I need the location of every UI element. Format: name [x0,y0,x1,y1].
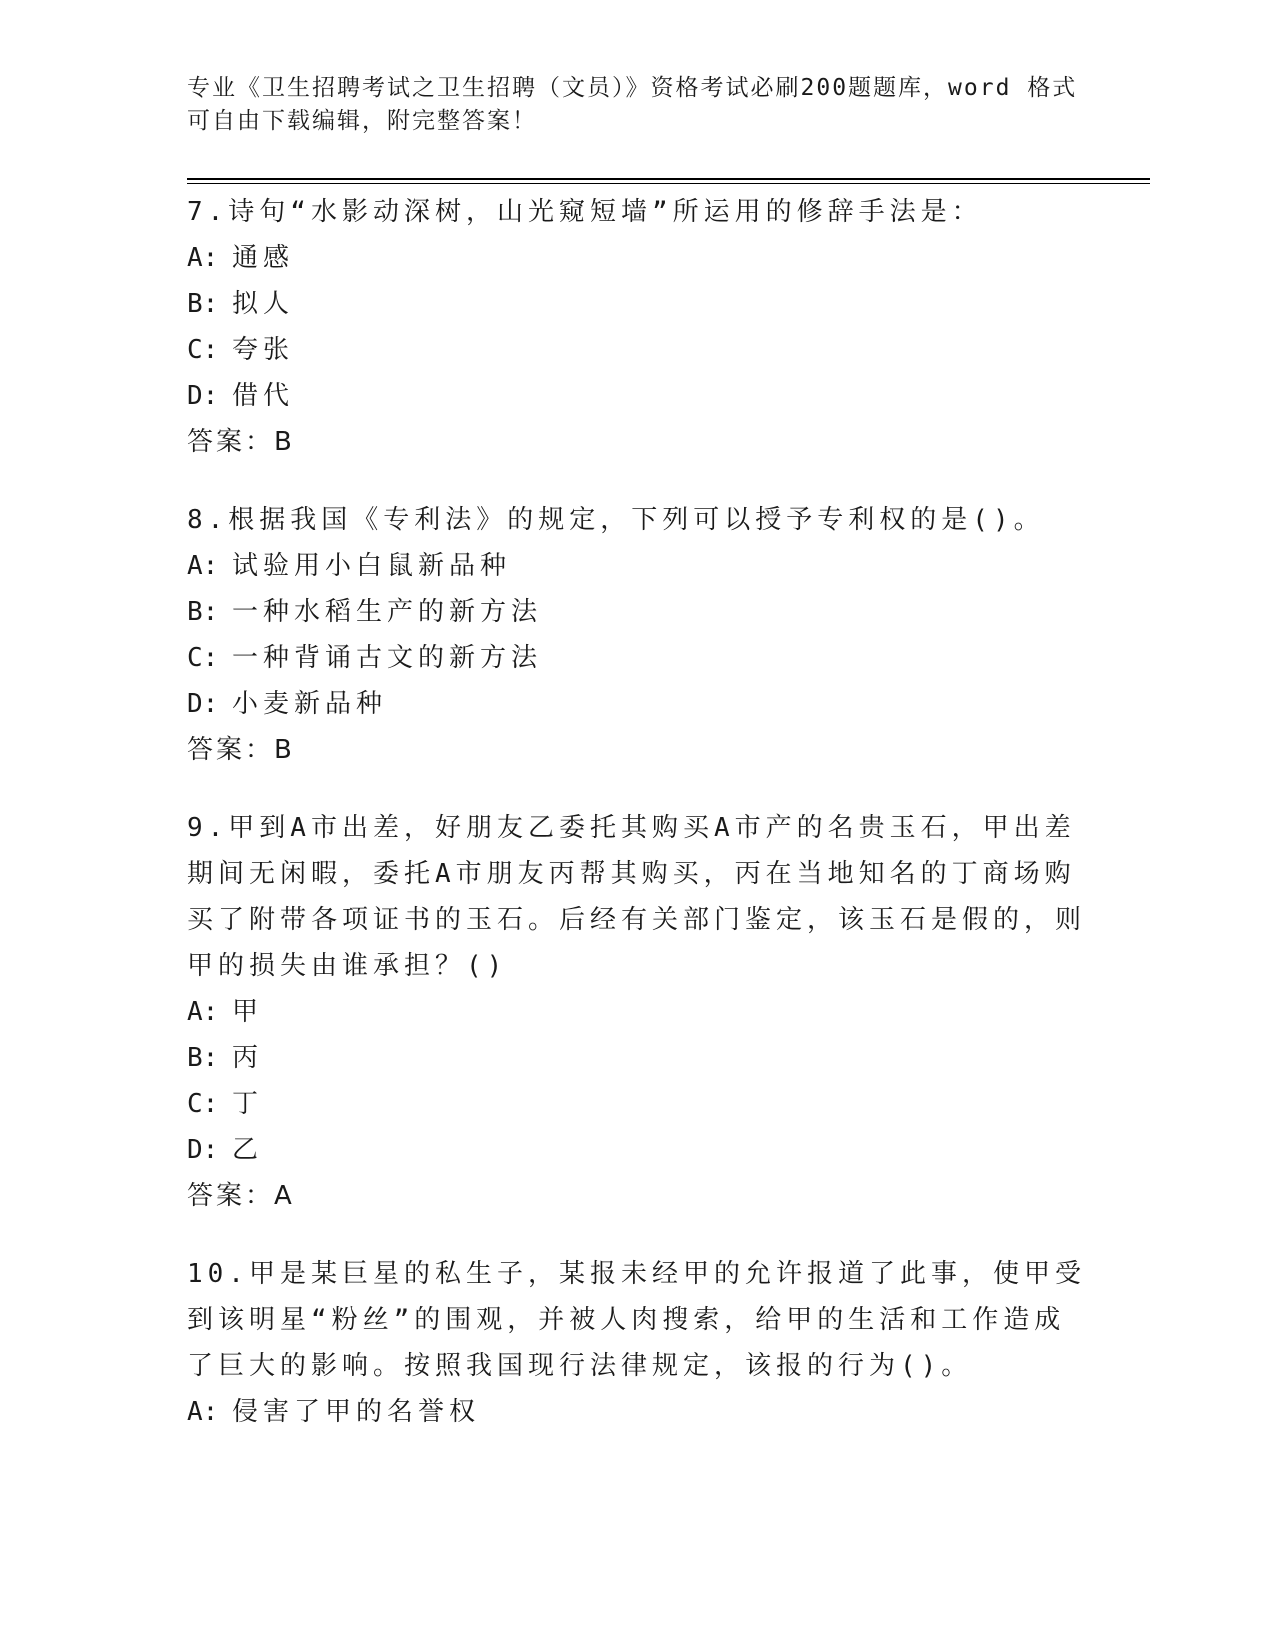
option-text: 丙 [232,1043,264,1073]
question-stem: 8.根据我国《专利法》的规定，下列可以授予专利权的是()。 [187,505,1045,535]
option-text: 借代 [232,381,295,411]
question-7 [187,189,1087,465]
option-key: A: [187,243,219,273]
option-text: 甲 [232,997,264,1027]
option-d [187,1127,1087,1173]
option-a [187,989,1087,1035]
option-b [187,1035,1087,1081]
option-text: 夸张 [232,335,295,365]
option-text: 拟人 [232,289,295,319]
question-10 [187,1251,1087,1435]
option-b [187,589,1087,635]
document-header [187,72,1087,138]
header-line-1: 专业《卫生招聘考试之卫生招聘（文员）》资格考试必刷200题题库，word 格式 [187,75,1078,101]
option-c [187,1081,1087,1127]
option-text: 一种水稻生产的新方法 [232,597,543,627]
option-c [187,327,1087,373]
option-key: B: [187,597,219,627]
option-key: C: [187,335,219,365]
option-key: C: [187,643,219,673]
option-d [187,373,1087,419]
question-8 [187,497,1087,773]
question-stem: 7.诗句“水影动深树，山光窥短墙”所运用的修辞手法是： [187,197,983,227]
option-key: A: [187,551,219,581]
question-list [187,189,1087,1467]
option-text: 试验用小白鼠新品种 [232,551,512,581]
option-key: D: [187,689,219,719]
option-key: D: [187,381,219,411]
option-key: C: [187,1089,219,1119]
option-key: D: [187,1135,219,1165]
option-d [187,681,1087,727]
option-key: B: [187,1043,219,1073]
option-text: 通感 [232,243,295,273]
option-text: 丁 [232,1089,264,1119]
option-a [187,1389,1087,1435]
option-text: 小麦新品种 [232,689,388,719]
header-divider-thin [187,183,1150,184]
question-stem: 10.甲是某巨星的私生子，某报未经甲的允许报道了此事，使甲受到该明星“粉丝”的围观，并被人肉搜索，给甲的生活和工作造成了巨大的影响。按照我国现行法律规定，该报的行为()。 [187,1259,1086,1381]
question-stem: 9.甲到A市出差，好朋友乙委托其购买A市产的名贵玉石，甲出差期间无闲暇，委托A市朋友丙帮其购买，丙在当地知名的丁商场购买了附带各项证书的玉石。后经有关部门鉴定，该玉石是假的，则甲的损失由谁承担？() [187,813,1087,981]
header-line-2: 可自由下载编辑，附完整答案！ [187,108,537,134]
option-key: A: [187,997,219,1027]
option-c [187,635,1087,681]
option-text: 乙 [232,1135,264,1165]
question-9 [187,805,1087,1219]
option-text: 一种背诵古文的新方法 [232,643,543,673]
option-key: B: [187,289,219,319]
option-key: A: [187,1397,219,1427]
option-a [187,543,1087,589]
header-divider-thick [187,178,1150,180]
answer-line: 答案：B [187,427,295,457]
option-b [187,281,1087,327]
option-text: 侵害了甲的名誉权 [232,1397,481,1427]
answer-line: 答案：B [187,735,295,765]
answer-line: 答案：A [187,1181,295,1211]
option-a [187,235,1087,281]
